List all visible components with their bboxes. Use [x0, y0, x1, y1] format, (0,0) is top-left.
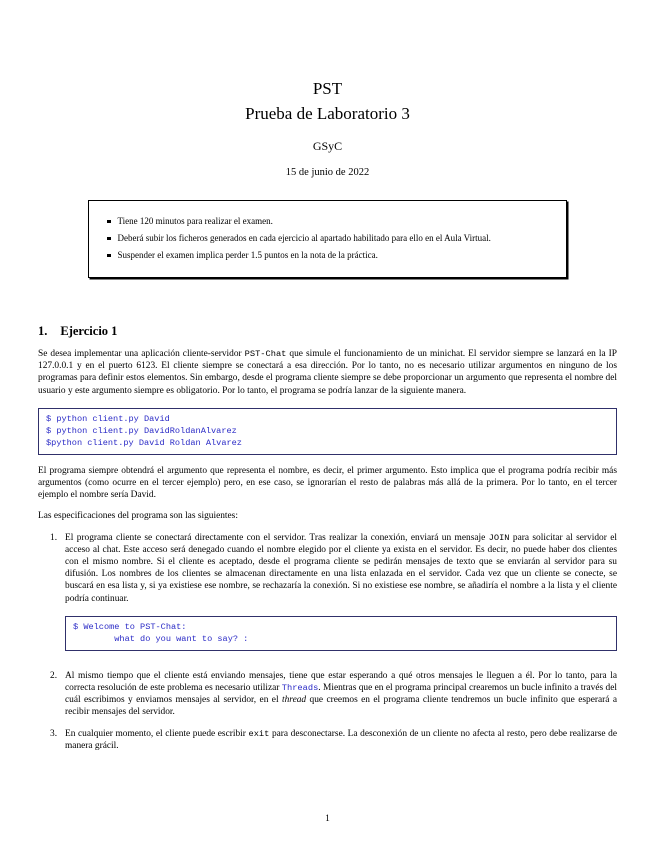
spec-item-text — [65, 728, 617, 752]
document-title-line1: PST — [312, 79, 343, 98]
spec-item-body — [65, 728, 617, 752]
title-block — [38, 0, 617, 178]
section-heading — [38, 324, 617, 339]
bullet-square-icon — [107, 254, 111, 258]
text-segment-codeblue: Threads — [281, 683, 319, 694]
document-date: 15 de junio de 2022 — [285, 167, 370, 178]
section-title: Ejercicio 1 — [60, 324, 118, 338]
text-segment-code: JOIN — [488, 532, 510, 543]
spec-item-marker: 3. — [50, 728, 58, 739]
text-segment-text: En cualquier momento, el cliente puede escribir — [65, 728, 249, 739]
specs-intro-paragraph: Las especificaciones del programa son las siguientes: — [38, 511, 238, 522]
text-segment-text: para desconectarse. La desconexión de un cliente no afecta al resto, pero debe realizarse de manera grácil. — [65, 728, 617, 751]
spec-item-marker: 1. — [50, 532, 58, 543]
spec-item-body — [65, 670, 617, 719]
section-number: 1. — [38, 324, 48, 338]
document-author: GSyC — [312, 139, 343, 153]
code-block-chat-prompt — [65, 616, 617, 651]
spec-item-3 — [38, 728, 617, 752]
notice-item-text: Suspender el examen implica perder 1.5 puntos en la nota de la práctica. — [117, 250, 378, 260]
code-line: what do you want to say? : — [73, 633, 249, 644]
notice-item — [101, 216, 554, 227]
intro-paragraph — [38, 348, 617, 397]
text-segment-text: . Mientras que en el programa principal crearemos un bucle infinito a través del cuál escribimos y enviamos mensajes al servidor, en el — [65, 683, 617, 706]
spec-item-1 — [38, 532, 617, 661]
notice-item — [101, 250, 554, 261]
text-segment-italic: thread — [281, 695, 307, 706]
notice-item — [101, 233, 554, 244]
code-block-launch-examples — [38, 408, 617, 455]
spec-item-marker: 2. — [50, 670, 58, 681]
code-line: $ Welcome to PST-Chat: — [73, 621, 187, 632]
exam-notice-box — [88, 200, 567, 278]
text-segment-code: exit — [248, 728, 270, 739]
text-segment-code: PST-Chat — [244, 349, 287, 359]
code-line: $python client.py David Roldan Alvarez — [46, 437, 242, 448]
bullet-square-icon — [107, 220, 111, 224]
spec-item-body — [65, 532, 617, 661]
page-number: 1 — [325, 814, 330, 824]
document-title-line2: Prueba de Laboratorio 3 — [245, 104, 410, 123]
text-segment-text: para solicitar al servidor el acceso al chat. Este acceso será denegado cuando el nombre elegido por el cliente ya exista en el servidor. Es decir, no puede haber dos clientes con el mismo nombre. Si el cliente es aceptado, desde el programa cliente se pedirán mensajes de texto que se enviarán al servidor para su difusión. Los nombres de los clientes se almacenan directamente en una lista enlazada en el servidor. Cada vez que un cliente se conecte, se buscará en esa lista y, si ya existiese ese nombre, se rechazaría la conexión. Si no existiese ese nombre, se añadiría el nombre a la lista y el cliente podría continuar. — [65, 532, 617, 604]
bullet-square-icon — [107, 237, 111, 241]
text-segment-text: El programa cliente se conectará directamente con el servidor. Tras realizar la conexión, enviará un mensaje — [65, 532, 489, 543]
text-segment-text: Se desea implementar una aplicación cliente-servidor — [38, 349, 245, 359]
code-line: $ python client.py DavidRoldanAlvarez — [46, 425, 237, 436]
spec-item-2 — [38, 670, 617, 719]
code-line: $ python client.py David — [46, 413, 170, 424]
text-segment-text: Al mismo tiempo que el cliente está enviando mensajes, tiene que estar esperando a qué otros mensajes le lleguen a él. Por lo tanto, para la correcta resolución de este problema es necesario utilizar — [65, 670, 617, 694]
spec-item-text — [65, 532, 617, 605]
argument-paragraph: El programa siempre obtendrá el argumento que representa el nombre, es decir, el primer argumento. Esto implica que el programa podría recibir más argumentos (como ocurre en el tercer ejemplo) pero, en ese caso, se ignorarían el resto de palabras más allá de la primera. Por lo tanto, en el tercer ejemplo el nombre sería David. — [38, 465, 617, 501]
notice-item-text: Deberá subir los ficheros generados en cada ejercicio al apartado habilitado para ello en el Aula Virtual. — [117, 233, 491, 243]
spec-list — [38, 532, 617, 752]
text-segment-text: que simule el funcionamiento de un minichat. El servidor siempre se lanzará en la IP 127.0.0.1 y en el puerto 6123. El cliente siempre se conectará a esa dirección. Por lo tanto, no es necesario utilizar argumentos en ninguno de los programas para definir estos elementos. Sin embargo, desde el programa cliente siempre se debe proporcionar un argumento que representa el nombre del usuario y este argumento siempre es obligatorio. Por lo tanto, el programa se podría lanzar de la siguiente manera. — [38, 349, 617, 396]
text-segment-text: que creemos en el programa cliente tendremos un bucle infinito que esperará a recibir mensajes del servidor. — [65, 695, 617, 718]
spec-item-text — [65, 670, 617, 719]
notice-item-text: Tiene 120 minutos para realizar el examen. — [117, 216, 273, 226]
